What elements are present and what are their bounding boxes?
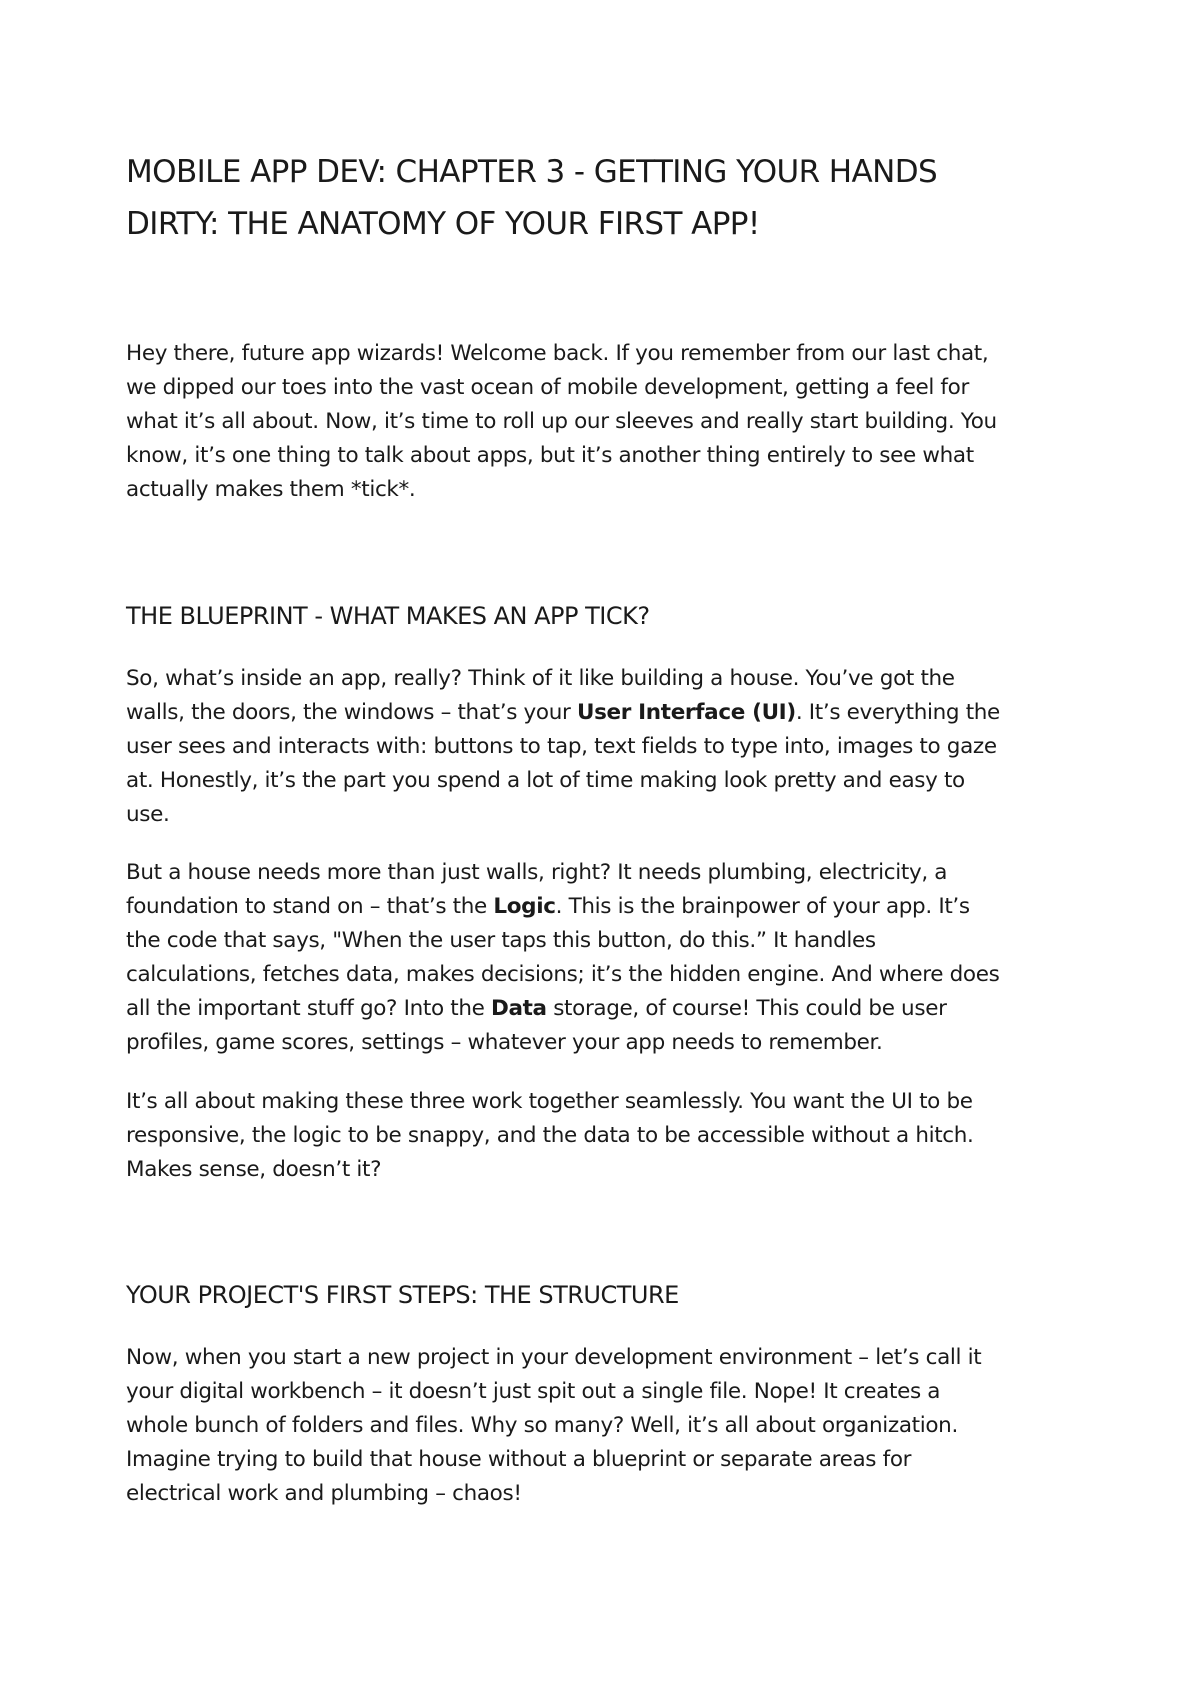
paragraph-line: Hey there, future app wizards! Welcome back. If you remember from our last chat, (126, 341, 989, 366)
paragraph-line (126, 696, 1000, 730)
paragraph-line: profiles, game scores, settings – whatever your app needs to remember. (126, 1030, 883, 1055)
paragraph-line: So, what’s inside an app, really? Think of it like building a house. You’ve got the (126, 666, 955, 691)
paragraph-line: It’s all about making these three work together seamlessly. You want the UI to be (126, 1089, 973, 1114)
paragraph-line: But a house needs more than just walls, right? It needs plumbing, electricity, a (126, 860, 948, 885)
paragraph-line (126, 890, 999, 924)
document-title (126, 146, 1086, 250)
paragraph-line: electrical work and plumbing – chaos! (126, 1481, 522, 1506)
paragraph-line: whole bunch of folders and files. Why so many? Well, it’s all about organization. (126, 1413, 958, 1438)
text-run: foundation to stand on – that’s the (126, 894, 494, 919)
bold-term-data: Data (490, 996, 547, 1021)
blueprint-paragraph-logic (126, 856, 999, 1060)
paragraph-line: calculations, fetches data, makes decisions; it’s the hidden engine. And where does (126, 962, 1000, 987)
title-line: MOBILE APP DEV: CHAPTER 3 - GETTING YOUR HANDS (126, 154, 938, 190)
paragraph-line: we dipped our toes into the vast ocean of mobile development, getting a feel for (126, 375, 969, 400)
title-line: DIRTY: THE ANATOMY OF YOUR FIRST APP! (126, 206, 760, 242)
paragraph-line: use. (126, 802, 170, 827)
paragraph-line: Makes sense, doesn’t it? (126, 1157, 382, 1182)
paragraph-line: responsive, the logic to be snappy, and the data to be accessible without a hitch. (126, 1123, 974, 1148)
text-run: storage, of course! This could be user (546, 996, 947, 1021)
paragraph-line: the code that says, "When the user taps this button, do this.” It handles (126, 928, 876, 953)
paragraph-line: user sees and interacts with: buttons to tap, text fields to type into, images to gaze (126, 734, 997, 759)
section-heading: YOUR PROJECT'S FIRST STEPS: THE STRUCTURE (126, 1281, 679, 1309)
section-heading: THE BLUEPRINT - WHAT MAKES AN APP TICK? (126, 602, 650, 630)
text-run: all the important stuff go? Into the (126, 996, 491, 1021)
document-page (126, 0, 1086, 1696)
text-run: . It’s everything the (795, 700, 1000, 725)
paragraph-line: what it’s all about. Now, it’s time to roll up our sleeves and really start building. You (126, 409, 997, 434)
blueprint-paragraph-summary (126, 1085, 974, 1187)
paragraph-line: Imagine trying to build that house without a blueprint or separate areas for (126, 1447, 912, 1472)
structure-paragraph (126, 1341, 981, 1511)
bold-term-ui: User Interface (UI) (576, 700, 796, 725)
paragraph-line (126, 992, 999, 1026)
bold-term-logic: Logic (493, 894, 556, 919)
paragraph-line: actually makes them *tick*. (126, 477, 416, 502)
text-run: . This is the brainpower of your app. It’s (555, 894, 970, 919)
paragraph-line: at. Honestly, it’s the part you spend a lot of time making look pretty and easy to (126, 768, 965, 793)
paragraph-line: your digital workbench – it doesn’t just spit out a single file. Nope! It creates a (126, 1379, 941, 1404)
blueprint-paragraph-ui (126, 662, 1000, 832)
paragraph-line: Now, when you start a new project in your development environment – let’s call it (126, 1345, 982, 1370)
intro-paragraph (126, 337, 997, 507)
paragraph-line: know, it’s one thing to talk about apps, but it’s another thing entirely to see what (126, 443, 974, 468)
text-run: walls, the doors, the windows – that’s your (126, 700, 577, 725)
